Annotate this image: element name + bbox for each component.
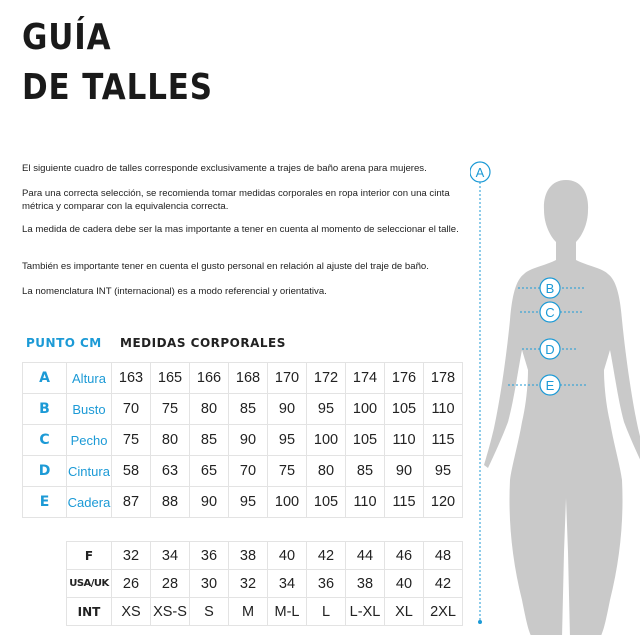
value-cell: 85	[346, 456, 385, 487]
table-row	[67, 542, 463, 570]
measure-name-cell: Altura	[67, 363, 112, 394]
size-system-label-cell: F	[67, 542, 112, 570]
value-cell: 165	[151, 363, 190, 394]
value-cell: 168	[229, 363, 268, 394]
table-row	[23, 456, 463, 487]
value-cell: 90	[268, 394, 307, 425]
size-value-cell: M-L	[268, 598, 307, 626]
value-cell: 100	[268, 487, 307, 518]
size-value-cell: 44	[346, 542, 385, 570]
marker-e-label: E	[545, 378, 555, 393]
value-cell: 58	[112, 456, 151, 487]
silhouette-shape	[484, 180, 640, 635]
size-value-cell: XL	[385, 598, 424, 626]
intro-paragraph-5: La nomenclatura INT (internacional) es a modo referencial y orientativa.	[22, 286, 327, 297]
value-cell: 90	[190, 487, 229, 518]
size-system-label-cell: INT	[67, 598, 112, 626]
value-cell: 85	[229, 394, 268, 425]
page-title-line-2: DE TALLES	[22, 67, 213, 108]
value-cell: 105	[307, 487, 346, 518]
table-row	[23, 394, 463, 425]
size-value-cell: 48	[424, 542, 463, 570]
value-cell: 95	[424, 456, 463, 487]
size-value-cell: 28	[151, 570, 190, 598]
value-cell: 120	[424, 487, 463, 518]
value-cell: 90	[385, 456, 424, 487]
value-cell: 80	[151, 425, 190, 456]
value-cell: 110	[346, 487, 385, 518]
value-cell: 85	[190, 425, 229, 456]
measure-name-cell: Cintura	[67, 456, 112, 487]
intro-paragraph-4: También es importante tener en cuenta el gusto personal en relación al ajuste del traje de baño.	[22, 261, 429, 272]
height-line-end-dot	[478, 620, 482, 624]
body-measurements-table	[22, 362, 463, 518]
value-cell: 75	[268, 456, 307, 487]
value-cell: 174	[346, 363, 385, 394]
value-cell: 95	[268, 425, 307, 456]
value-cell: 63	[151, 456, 190, 487]
size-value-cell: XS-S	[151, 598, 190, 626]
size-value-cell: 34	[151, 542, 190, 570]
intro-paragraph-3: La medida de cadera debe ser la mas importante a tener en cuenta al momento de seleccionar el talle.	[22, 224, 459, 235]
size-value-cell: 42	[307, 542, 346, 570]
value-cell: 176	[385, 363, 424, 394]
table-row	[23, 363, 463, 394]
value-cell: 80	[190, 394, 229, 425]
measure-name-cell: Cadera	[67, 487, 112, 518]
value-cell: 178	[424, 363, 463, 394]
marker-b-label: B	[545, 281, 555, 296]
value-cell: 105	[346, 425, 385, 456]
size-value-cell: 36	[307, 570, 346, 598]
header-cm: CM	[80, 336, 102, 350]
size-value-cell: 38	[346, 570, 385, 598]
point-letter-cell: D	[23, 456, 67, 487]
intro-paragraph-2: Para una correcta selección, se recomienda tomar medidas corporales en ropa interior con una cinta métrica y comparar con la equivalencia correcta.	[22, 188, 450, 212]
value-cell: 95	[229, 487, 268, 518]
point-letter-cell: E	[23, 487, 67, 518]
intro-paragraph-1: El siguiente cuadro de talles corresponde exclusivamente a trajes de baño arena para mujeres.	[22, 163, 427, 174]
value-cell: 80	[307, 456, 346, 487]
size-value-cell: 40	[385, 570, 424, 598]
table-row	[23, 487, 463, 518]
value-cell: 65	[190, 456, 229, 487]
table-row	[67, 570, 463, 598]
header-medidas-corporales: MEDIDAS CORPORALES	[120, 336, 286, 350]
size-equivalence-table	[66, 541, 463, 626]
size-value-cell: 40	[268, 542, 307, 570]
marker-d-label: D	[545, 342, 555, 357]
value-cell: 70	[229, 456, 268, 487]
value-cell: 95	[307, 394, 346, 425]
size-value-cell: 32	[229, 570, 268, 598]
page-title-line-1: GUÍA	[22, 17, 112, 58]
value-cell: 110	[385, 425, 424, 456]
point-letter-cell: C	[23, 425, 67, 456]
size-value-cell: XS	[112, 598, 151, 626]
value-cell: 163	[112, 363, 151, 394]
value-cell: 100	[307, 425, 346, 456]
value-cell: 166	[190, 363, 229, 394]
marker-c-label: C	[545, 305, 555, 320]
value-cell: 70	[112, 394, 151, 425]
size-value-cell: 38	[229, 542, 268, 570]
size-value-cell: M	[229, 598, 268, 626]
value-cell: 75	[112, 425, 151, 456]
value-cell: 87	[112, 487, 151, 518]
size-value-cell: L-XL	[346, 598, 385, 626]
measure-name-cell: Pecho	[67, 425, 112, 456]
size-value-cell: 32	[112, 542, 151, 570]
value-cell: 88	[151, 487, 190, 518]
size-value-cell: 36	[190, 542, 229, 570]
size-value-cell: L	[307, 598, 346, 626]
header-punto: PUNTO	[26, 336, 76, 350]
value-cell: 110	[424, 394, 463, 425]
marker-a-label: A	[475, 165, 485, 180]
size-value-cell: S	[190, 598, 229, 626]
value-cell: 100	[346, 394, 385, 425]
value-cell: 115	[385, 487, 424, 518]
size-value-cell: 46	[385, 542, 424, 570]
value-cell: 170	[268, 363, 307, 394]
size-value-cell: 34	[268, 570, 307, 598]
value-cell: 172	[307, 363, 346, 394]
size-system-label-cell: USA/UK	[67, 570, 112, 598]
value-cell: 90	[229, 425, 268, 456]
size-value-cell: 2XL	[424, 598, 463, 626]
value-cell: 115	[424, 425, 463, 456]
value-cell: 75	[151, 394, 190, 425]
body-silhouette-figure	[470, 160, 640, 635]
point-letter-cell: B	[23, 394, 67, 425]
table-row	[23, 425, 463, 456]
point-letter-cell: A	[23, 363, 67, 394]
size-value-cell: 30	[190, 570, 229, 598]
size-value-cell: 42	[424, 570, 463, 598]
table-row	[67, 598, 463, 626]
measure-name-cell: Busto	[67, 394, 112, 425]
size-value-cell: 26	[112, 570, 151, 598]
value-cell: 105	[385, 394, 424, 425]
